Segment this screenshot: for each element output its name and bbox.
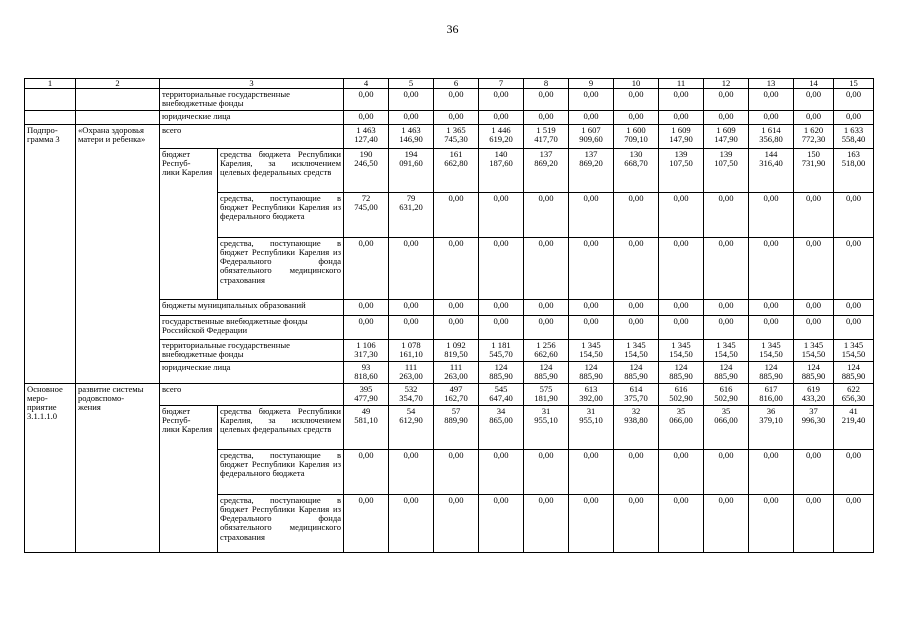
value-cell: 613 392,00 [569,384,614,406]
table-row [25,111,874,125]
value-cell: 0,00 [389,89,434,111]
value-cell: 0,00 [434,89,479,111]
value-cell: 1 519 417,70 [524,125,569,149]
column-header: 10 [614,79,659,89]
value-cell: 140 187,60 [479,149,524,193]
row-label: территориальные государственные внебюджетные фонды [160,340,344,362]
value-cell: 0,00 [344,238,389,300]
value-cell: 0,00 [569,450,614,495]
value-cell: 497 162,70 [434,384,479,406]
value-cell: 0,00 [834,495,874,553]
value-cell: 0,00 [704,193,749,238]
value-cell: 0,00 [479,300,524,316]
value-cell: 616 502,90 [659,384,704,406]
value-cell: 0,00 [749,300,794,316]
value-cell: 137 869,20 [524,149,569,193]
column-number-row [25,79,874,89]
value-cell: 72 745,00 [344,193,389,238]
value-cell: 1 365 745,30 [434,125,479,149]
value-cell: 0,00 [749,316,794,340]
value-cell: 619 433,20 [794,384,834,406]
value-cell: 111 263,00 [434,362,479,384]
value-cell: 0,00 [659,238,704,300]
value-cell: 614 375,70 [614,384,659,406]
value-cell: 0,00 [659,450,704,495]
column-header: 5 [389,79,434,89]
value-cell: 0,00 [659,89,704,111]
value-cell: 31 955,10 [569,406,614,450]
value-cell: 1 463 146,90 [389,125,434,149]
value-cell: 34 865,00 [479,406,524,450]
value-cell: 0,00 [389,238,434,300]
row-label: юридические лица [160,111,344,125]
value-cell: 0,00 [614,193,659,238]
value-cell: 0,00 [479,450,524,495]
value-cell: 0,00 [524,238,569,300]
value-cell: 0,00 [749,89,794,111]
value-cell: 0,00 [704,316,749,340]
value-cell: 41 219,40 [834,406,874,450]
value-cell: 1 600 709,10 [614,125,659,149]
value-cell: 622 656,30 [834,384,874,406]
value-cell: 0,00 [479,316,524,340]
row-label: юридические лица [160,362,344,384]
value-cell: 0,00 [389,495,434,553]
value-cell: 0,00 [569,316,614,340]
budget-rk-label: бюджет Респуб- лики Карелия [160,149,218,300]
table-row [25,89,874,111]
row-label: бюджеты муниципальных образований [160,300,344,316]
value-cell: 0,00 [704,238,749,300]
value-cell: 0,00 [794,193,834,238]
column-header: 13 [749,79,794,89]
value-cell: 0,00 [344,495,389,553]
value-cell: 1 446 619,20 [479,125,524,149]
value-cell: 0,00 [569,300,614,316]
value-cell: 144 316,40 [749,149,794,193]
value-cell: 57 889,90 [434,406,479,450]
value-cell: 31 955,10 [524,406,569,450]
column-header: 14 [794,79,834,89]
value-cell: 1 106 317,30 [344,340,389,362]
value-cell: 0,00 [749,450,794,495]
value-cell: 0,00 [659,316,704,340]
value-cell: 124 885,90 [524,362,569,384]
value-cell: 0,00 [834,450,874,495]
value-cell: 79 631,20 [389,193,434,238]
value-cell: 0,00 [569,89,614,111]
value-cell: 0,00 [704,300,749,316]
value-cell: 111 263,00 [389,362,434,384]
value-cell: 575 181,90 [524,384,569,406]
value-cell: 0,00 [524,111,569,125]
value-cell: 0,00 [389,111,434,125]
value-cell: 0,00 [659,495,704,553]
column-header: 8 [524,79,569,89]
value-cell: 0,00 [344,89,389,111]
value-cell: 93 818,60 [344,362,389,384]
value-cell: 0,00 [834,111,874,125]
value-cell: 1 078 161,10 [389,340,434,362]
value-cell: 0,00 [479,193,524,238]
value-cell: 1 092 819,50 [434,340,479,362]
column-header: 12 [704,79,749,89]
value-cell: 1 345 154,50 [659,340,704,362]
value-cell: 1 256 662,60 [524,340,569,362]
value-cell: 0,00 [614,111,659,125]
value-cell: 161 662,80 [434,149,479,193]
value-cell: 49 581,10 [344,406,389,450]
value-cell: 124 885,90 [479,362,524,384]
value-cell: 0,00 [569,495,614,553]
value-cell: 124 885,90 [614,362,659,384]
value-cell: 0,00 [834,316,874,340]
value-cell: 616 502,90 [704,384,749,406]
column-header: 4 [344,79,389,89]
value-cell: 190 246,50 [344,149,389,193]
value-cell: 0,00 [614,495,659,553]
row-label: территориальные государственные внебюджетные фонды [160,89,344,111]
value-cell: 0,00 [434,495,479,553]
row-label: средства, поступающие в бюджет Республики Карелия из Федерального фонда обязательного медицинского страхования [218,495,344,553]
value-cell: 0,00 [704,495,749,553]
row-label: всего [160,125,344,149]
value-cell: 0,00 [794,238,834,300]
value-cell: 0,00 [524,89,569,111]
column-header: 6 [434,79,479,89]
value-cell: 137 869,20 [569,149,614,193]
value-cell: 1 620 772,30 [794,125,834,149]
value-cell: 0,00 [344,450,389,495]
value-cell: 0,00 [389,300,434,316]
column-header: 2 [76,79,160,89]
value-cell: 0,00 [614,316,659,340]
value-cell: 0,00 [524,316,569,340]
value-cell: 1 345 154,50 [834,340,874,362]
event-name: Основное меро- приятие 3.1.1.1.0 [25,384,76,553]
value-cell: 124 885,90 [704,362,749,384]
value-cell: 0,00 [794,450,834,495]
row-label: средства, поступающие в бюджет Республики Карелия из Федерального фонда обязательного медицинского страхования [218,238,344,300]
value-cell: 0,00 [524,495,569,553]
value-cell: 1 345 154,50 [749,340,794,362]
value-cell: 0,00 [834,238,874,300]
value-cell: 0,00 [614,450,659,495]
value-cell: 0,00 [704,450,749,495]
value-cell: 0,00 [614,238,659,300]
value-cell: 0,00 [794,300,834,316]
value-cell: 0,00 [614,300,659,316]
value-cell: 0,00 [569,111,614,125]
value-cell: 0,00 [524,450,569,495]
row-label: средства бюджета Республики Карелия, за исключением целевых федеральных средств [218,406,344,450]
value-cell: 124 885,90 [749,362,794,384]
page-number: 36 [446,22,459,36]
budget-table [24,78,874,553]
value-cell: 139 107,50 [659,149,704,193]
value-cell: 124 885,90 [794,362,834,384]
value-cell: 0,00 [524,193,569,238]
value-cell: 35 066,00 [659,406,704,450]
value-cell: 1 614 356,80 [749,125,794,149]
value-cell: 0,00 [479,89,524,111]
value-cell: 0,00 [659,193,704,238]
value-cell: 36 379,10 [749,406,794,450]
column-header: 7 [479,79,524,89]
budget-rk-label: бюджет Респуб- лики Карелия [160,406,218,553]
value-cell: 0,00 [659,111,704,125]
value-cell: 0,00 [344,316,389,340]
row-label: средства, поступающие в бюджет Республики Карелия из федерального бюджета [218,450,344,495]
value-cell: 0,00 [794,316,834,340]
value-cell: 130 668,70 [614,149,659,193]
value-cell: 0,00 [794,111,834,125]
column-header: 11 [659,79,704,89]
subprogram-title: «Охрана здоровья матери и ребенка» [76,125,160,384]
value-cell: 0,00 [479,238,524,300]
column-header: 9 [569,79,614,89]
value-cell: 0,00 [704,89,749,111]
value-cell: 0,00 [344,300,389,316]
column-header: 1 [25,79,76,89]
value-cell: 0,00 [569,193,614,238]
value-cell: 0,00 [614,89,659,111]
value-cell: 1 345 154,50 [614,340,659,362]
value-cell: 0,00 [749,111,794,125]
value-cell: 0,00 [434,316,479,340]
value-cell: 1 609 147,90 [704,125,749,149]
value-cell: 124 885,90 [834,362,874,384]
value-cell: 0,00 [794,89,834,111]
table-row [25,125,874,149]
value-cell: 0,00 [569,238,614,300]
value-cell: 0,00 [434,111,479,125]
value-cell: 0,00 [479,111,524,125]
value-cell: 0,00 [389,316,434,340]
value-cell: 150 731,90 [794,149,834,193]
value-cell: 37 996,30 [794,406,834,450]
value-cell: 124 885,90 [659,362,704,384]
value-cell: 395 477,90 [344,384,389,406]
value-cell: 0,00 [479,495,524,553]
value-cell: 1 345 154,50 [794,340,834,362]
event-title: развитие системы родовспомо- жения [76,384,160,553]
value-cell: 1 345 154,50 [704,340,749,362]
value-cell: 1 181 545,70 [479,340,524,362]
value-cell: 0,00 [749,238,794,300]
value-cell: 0,00 [434,450,479,495]
row-label: средства бюджета Республики Карелия, за исключением целевых федеральных средств [218,149,344,193]
value-cell: 0,00 [434,300,479,316]
value-cell: 0,00 [434,193,479,238]
value-cell: 1 609 147,90 [659,125,704,149]
value-cell: 0,00 [834,89,874,111]
value-cell: 0,00 [749,495,794,553]
value-cell: 163 518,00 [834,149,874,193]
value-cell: 0,00 [704,111,749,125]
value-cell: 54 612,90 [389,406,434,450]
value-cell: 0,00 [834,300,874,316]
value-cell: 0,00 [794,495,834,553]
value-cell: 1 633 558,40 [834,125,874,149]
value-cell: 0,00 [434,238,479,300]
row-label: средства, поступающие в бюджет Республики Карелия из федерального бюджета [218,193,344,238]
column-header: 15 [834,79,874,89]
subprogram-name: Подпро- грамма 3 [25,125,76,384]
value-cell: 0,00 [389,450,434,495]
row-label: государственные внебюджетные фонды Российской Федерации [160,316,344,340]
value-cell: 139 107,50 [704,149,749,193]
row-label: всего [160,384,344,406]
value-cell: 0,00 [524,300,569,316]
value-cell: 1 607 909,60 [569,125,614,149]
value-cell: 1 345 154,50 [569,340,614,362]
value-cell: 0,00 [834,193,874,238]
value-cell: 617 816,00 [749,384,794,406]
value-cell: 532 354,70 [389,384,434,406]
value-cell: 194 091,60 [389,149,434,193]
value-cell: 0,00 [659,300,704,316]
value-cell: 1 463 127,40 [344,125,389,149]
value-cell: 545 647,40 [479,384,524,406]
value-cell: 32 938,80 [614,406,659,450]
table-row [25,384,874,406]
value-cell: 35 066,00 [704,406,749,450]
column-header: 3 [160,79,344,89]
value-cell: 124 885,90 [569,362,614,384]
value-cell: 0,00 [344,111,389,125]
value-cell: 0,00 [749,193,794,238]
